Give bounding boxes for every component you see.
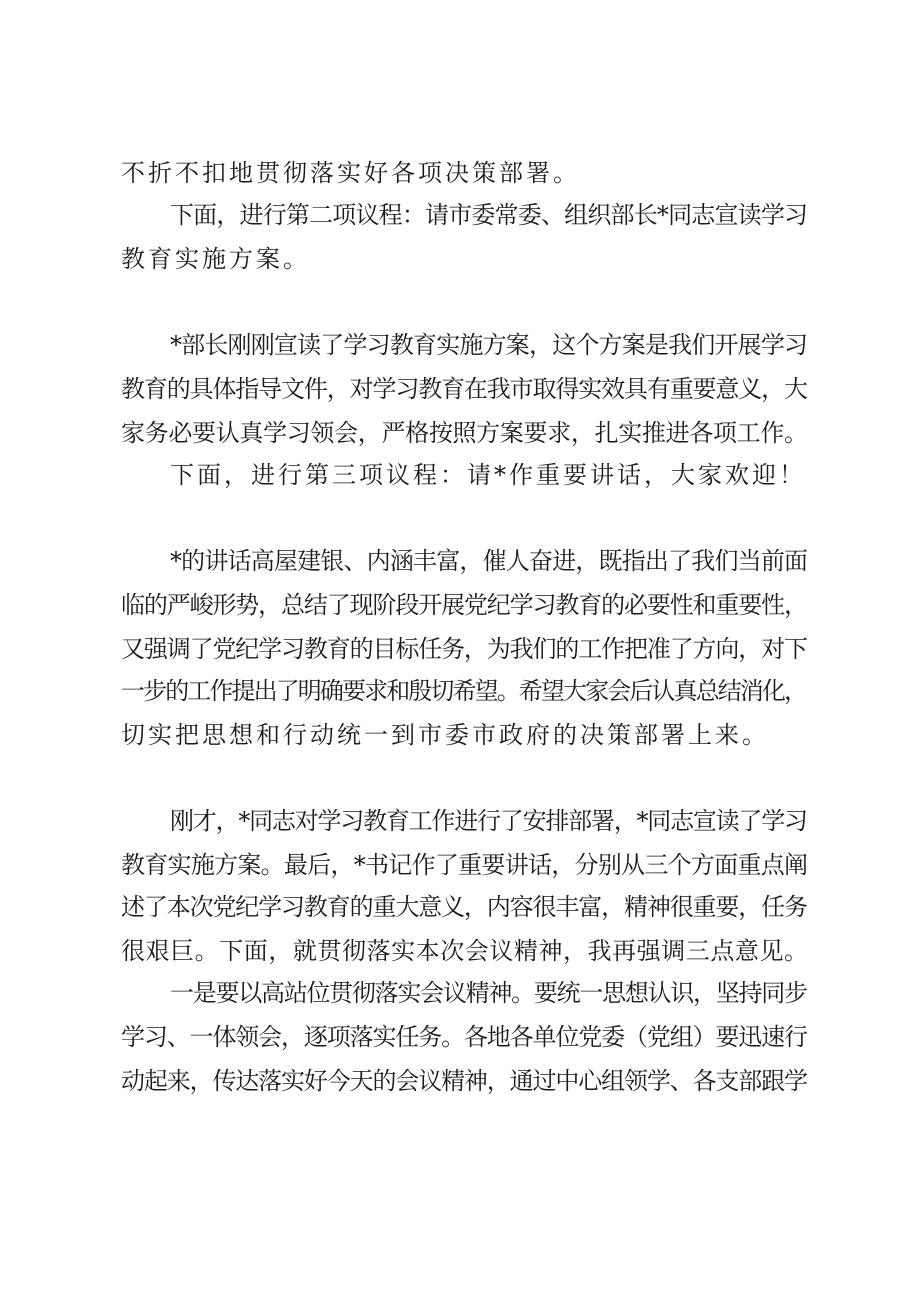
text-line: 家务必要认真学习领会，严格按照方案要求，扎实推进各项工作。	[121, 419, 808, 447]
text-line: 教育的具体指导文件，对学习教育在我市取得实效具有重要意义，大	[121, 375, 807, 403]
text-line: 教育实施方案。	[121, 245, 310, 273]
text-line: 学习、一体领会，逐项落实任务。各地各单位党委（党组）要迅速行	[121, 1023, 807, 1051]
text-line: 临的严峻形势，总结了现阶段开展党纪学习教育的必要性和重要性，	[121, 591, 807, 619]
text-line: 教育实施方案。最后，*书记作了重要讲话，分别从三个方面重点阐	[121, 851, 808, 879]
text-line: 一步的工作提出了明确要求和殷切希望。希望大家会后认真总结消化，	[121, 677, 807, 705]
text-line: 下面，进行第二项议程：请市委常委、组织部长*同志宣读学习	[170, 201, 808, 229]
text-line: *的讲话高屋建银、内涵丰富，催人奋进，既指出了我们当前面	[170, 547, 808, 575]
text-line: 切实把思想和行动统一到市委市政府的决策部署上来。	[121, 721, 769, 749]
text-line: 述了本次党纪学习教育的重大意义，内容很丰富，精神很重要，任务	[121, 893, 807, 921]
text-line: 刚才，*同志对学习教育工作进行了安排部署，*同志宣读了学习	[170, 807, 807, 835]
text-line: 很艰巨。下面，就贯彻落实本次会议精神，我再强调三点意见。	[121, 937, 809, 965]
text-line: *部长刚刚宣读了学习教育实施方案，这个方案是我们开展学习	[170, 331, 808, 359]
text-line: 不折不扣地贯彻落实好各项决策部署。	[121, 159, 580, 187]
text-line: 又强调了党纪学习教育的目标任务，为我们的工作把准了方向，对下	[121, 635, 807, 663]
text-line: 下面，进行第三项议程：请*作重要讲话，大家欢迎！	[170, 461, 806, 489]
text-line: 动起来，传达落实好今天的会议精神，通过中心组领学、各支部跟学	[121, 1067, 807, 1095]
text-line: 一是要以高站位贯彻落实会议精神。要统一思想认识，坚持同步	[170, 979, 807, 1007]
